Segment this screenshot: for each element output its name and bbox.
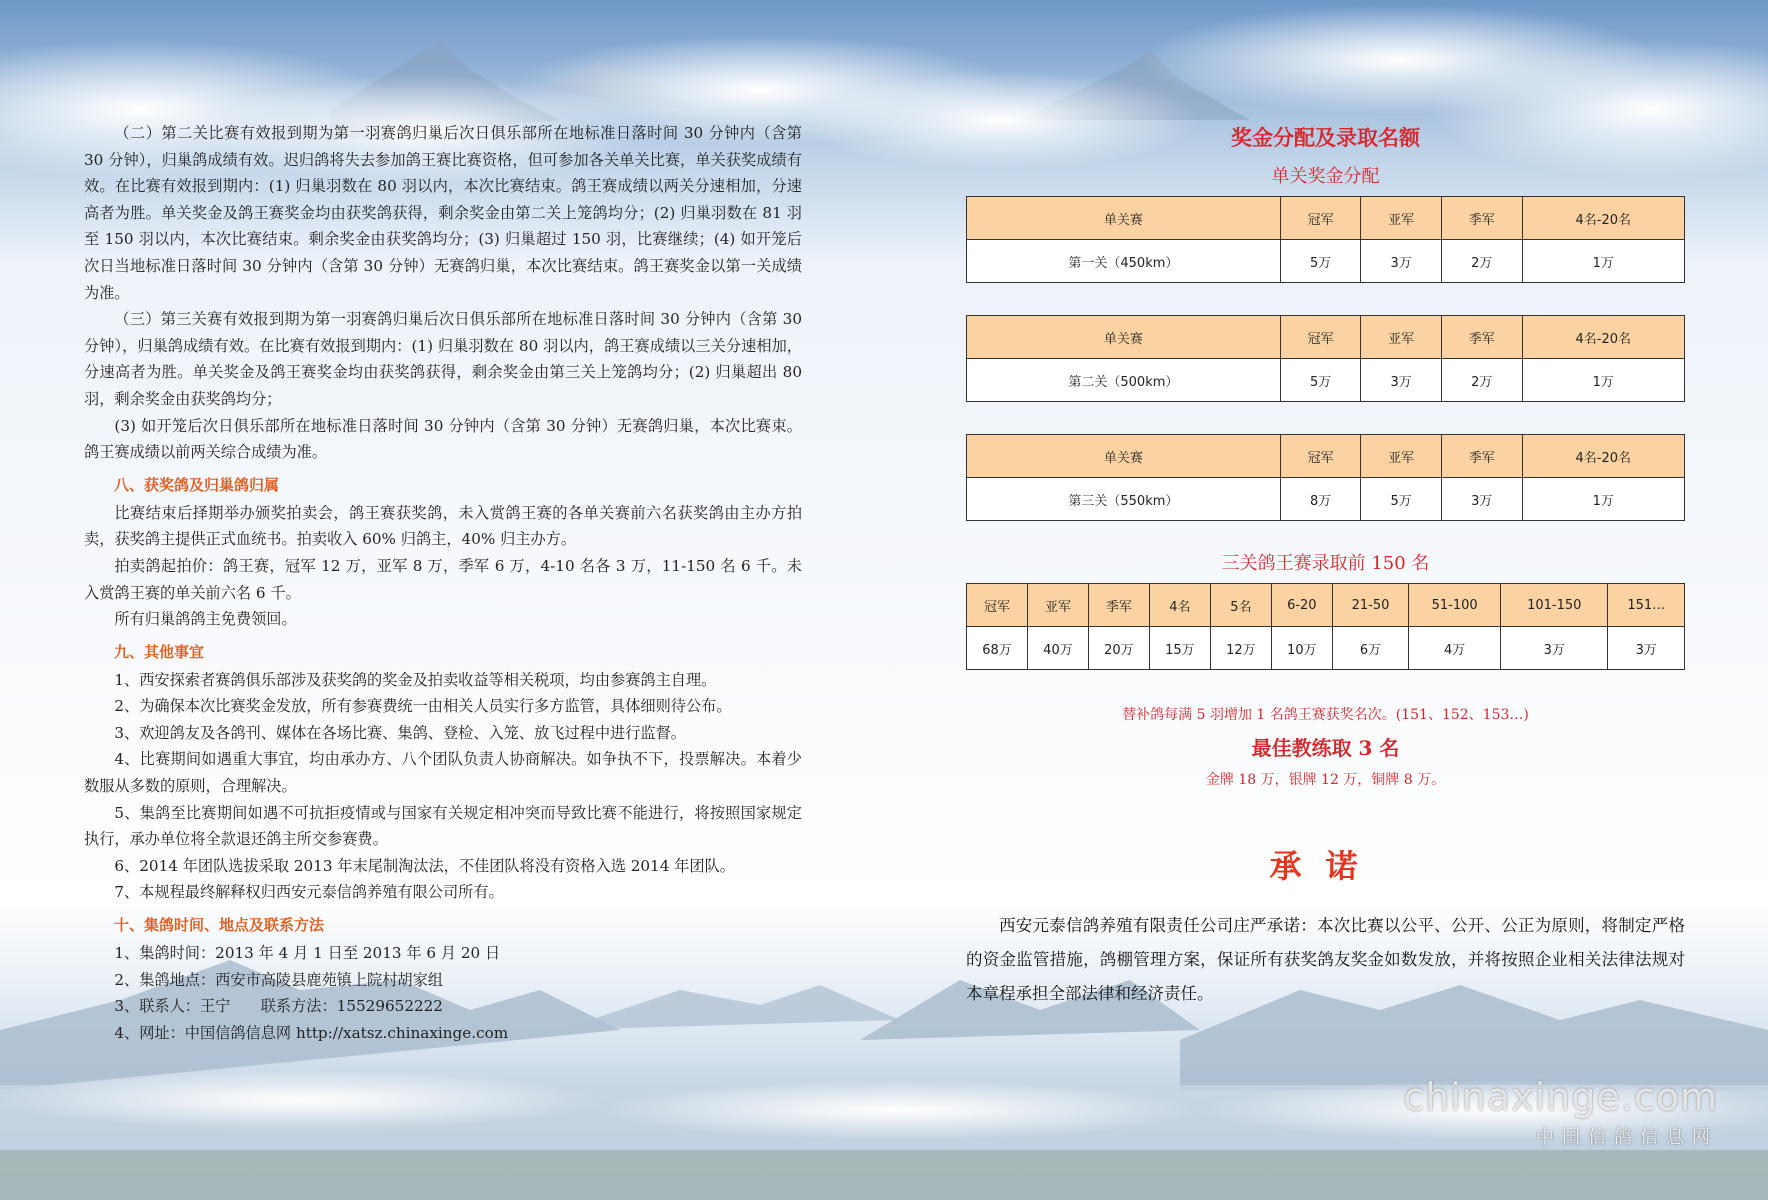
- king-race-table: [966, 583, 1685, 670]
- column-header: 4名: [1149, 584, 1210, 627]
- column-header: 季军: [1441, 316, 1522, 359]
- table-cell: 3万: [1361, 240, 1442, 283]
- table-header-row: [967, 435, 1685, 478]
- watermark-domain: chinaxinge.com: [1403, 1075, 1718, 1119]
- column-header: 151…: [1608, 584, 1685, 627]
- column-header: 51-100: [1409, 584, 1501, 627]
- table-row: [967, 627, 1685, 670]
- column-header: 101-150: [1501, 584, 1608, 627]
- table-cell: 1万: [1522, 240, 1685, 283]
- table-cell: 6万: [1332, 627, 1408, 670]
- list-item: 2、为确保本次比赛奖金发放，所有参赛费统一由相关人员实行多方监管，具体细则待公布。: [114, 697, 732, 716]
- paragraph: （三）第三关赛有效报到期为第一羽赛鸽归巢后次日俱乐部所在地标准日落时间 30 分钟内（含第 30 分钟），归巢鸽成绩有效。在比赛有效报到期内：(1) 归巢羽数在 80 羽以内，鸽王赛成绩以三关分速相加，分速高者为胜。单关奖金及鸽王赛奖金均由获奖鸽获得，剩余奖金由第三关上笼鸽均分；(2) 归巢超出 80 羽，剩余奖金由获奖鸽均分；: [84, 310, 802, 408]
- column-header: 单关赛: [967, 316, 1281, 359]
- column-header: 亚军: [1361, 197, 1442, 240]
- column-header: 季军: [1088, 584, 1149, 627]
- table-cell: 4万: [1409, 627, 1501, 670]
- best-coach-title: 最佳教练取 3 名: [1251, 736, 1400, 760]
- column-header: 冠军: [1280, 197, 1361, 240]
- table-cell: 5万: [1361, 478, 1442, 521]
- list-item: 3、欢迎鸽友及各鸽刊、媒体在各场比赛、集鸽、登检、入笼、放飞过程中进行监督。: [114, 723, 686, 742]
- column-header: 亚军: [1361, 316, 1442, 359]
- column-header: 单关赛: [967, 435, 1281, 478]
- list-item: 7、本规程最终解释权归西安元泰信鸽养殖有限公司所有。: [114, 883, 504, 902]
- table-row: [967, 240, 1685, 283]
- table-row: [967, 359, 1685, 402]
- king-race-title: 三关鸽王赛录取前 150 名: [1221, 553, 1430, 574]
- prize-section-title: 奖金分配及录取名额: [1231, 126, 1420, 150]
- table-cell: 3万: [1501, 627, 1608, 670]
- table-cell: 5万: [1280, 359, 1361, 402]
- table-cell: 3万: [1361, 359, 1442, 402]
- paragraph: 比赛结束后择期举办颁奖拍卖会，鸽王赛获奖鸽，未入赏鸽王赛的各单关赛前六名获奖鸽由主办方拍卖，获奖鸽主提供正式血统书。拍卖收入 60% 归鸽主，40% 归主办方。: [84, 503, 802, 549]
- table-header-row: [967, 197, 1685, 240]
- list-item: 4、比赛期间如遇重大事宜，均由承办方、八个团队负责人协商解决。如争执不下，投票解决。本着少数服从多数的原则，合理解决。: [84, 750, 802, 796]
- promise-title: 承诺: [1269, 847, 1382, 885]
- table-cell: 1万: [1522, 359, 1685, 402]
- column-header: 冠军: [1280, 316, 1361, 359]
- paragraph: 拍卖鸽起拍价：鸽王赛，冠军 12 万，亚军 8 万，季军 6 万，4-10 名各 3 万，11-150 名 6 千。未入赏鸽王赛的单关前六名 6 千。: [84, 556, 802, 602]
- watermark-site-name: 中国信鸽信息网: [1536, 1127, 1718, 1148]
- list-item: 4、网址：中国信鸽信息网 http://xatsz.chinaxinge.com: [114, 1023, 509, 1042]
- section-heading: 九、其他事宜: [114, 642, 205, 661]
- single-prize-table: [966, 434, 1685, 521]
- promise-text: 西安元泰信鸽养殖有限责任公司庄严承诺：本次比赛以公平、公开、公正为原则，将制定严格的资金监管措施，鸽棚管理方案，保证所有获奖鸽友奖金如数发放，并将按照企业相关法律法规对本章程承担全部法律和经济责任。: [966, 916, 1685, 1003]
- column-header: 亚军: [1361, 435, 1442, 478]
- paragraph: (3) 如开笼后次日俱乐部所在地标准日落时间 30 分钟内（含第 30 分钟）无赛鸽归巢，本次比赛束。鸽王赛成绩以前两关综合成绩为准。: [84, 416, 802, 462]
- table-cell: 3万: [1608, 627, 1685, 670]
- table-header-row: [967, 584, 1685, 627]
- table-cell: 20万: [1088, 627, 1149, 670]
- column-header: 冠军: [967, 584, 1028, 627]
- column-header: 4名-20名: [1522, 197, 1685, 240]
- column-header: 6-20: [1271, 584, 1332, 627]
- list-item: 1、西安探索者赛鸽俱乐部涉及获奖鸽的奖金及拍卖收益等相关税项，均由参赛鸽主自理。: [114, 670, 717, 689]
- table-cell: 10万: [1271, 627, 1332, 670]
- single-prize-title: 单关奖金分配: [1271, 166, 1380, 187]
- table-cell: 40万: [1027, 627, 1088, 670]
- column-header: 冠军: [1280, 435, 1361, 478]
- column-header: 单关赛: [967, 197, 1281, 240]
- table-header-row: [967, 316, 1685, 359]
- table-cell: 5万: [1280, 240, 1361, 283]
- list-item: 3、联系人：王宁 联系方法：15529652222: [114, 997, 443, 1016]
- column-header: 21-50: [1332, 584, 1408, 627]
- single-prize-table: [966, 196, 1685, 283]
- list-item: 1、集鸽时间：2013 年 4 月 1 日至 2013 年 6 月 20 日: [114, 944, 501, 963]
- column-header: 季军: [1441, 197, 1522, 240]
- table-cell: 68万: [967, 627, 1028, 670]
- table-cell: 3万: [1441, 478, 1522, 521]
- paragraph: （二）第二关比赛有效报到期为第一羽赛鸽归巢后次日俱乐部所在地标准日落时间 30 分钟内（含第 30 分钟），归巢鸽成绩有效。迟归鸽将失去参加鸽王赛比赛资格，但可参加各关单关比赛，单关获奖成绩有效。在比赛有效报到期内：(1) 归巢羽数在 80 羽以内，本次比赛结束。鸽王赛成绩以两关分速相加，分速高者为胜。单关奖金及鸽王赛奖金均由获奖鸽获得，剩余奖金由第二关上笼鸽均分；(2) 归巢羽数在 81 羽至 150 羽以内，本次比赛结束。剩余奖金由获奖鸽均分；(3) 归巢超过 150 羽，比赛继续；(4) 如开笼后次日当地标准日落时间 30 分钟内（含第 30 分钟）无赛鸽归巢，本次比赛结束。鸽王赛奖金以第一关成绩为准。: [84, 124, 802, 302]
- list-item: 2、集鸽地点：西安市高陵县鹿苑镇上院村胡家组: [114, 970, 443, 989]
- section-heading: 十、集鸽时间、地点及联系方法: [114, 916, 325, 935]
- table-cell: 第三关（550km）: [967, 478, 1281, 521]
- substitute-note: 替补鸽每满 5 羽增加 1 名鸽王赛获奖名次。(151、152、153…): [1122, 707, 1529, 723]
- table-cell: 2万: [1441, 240, 1522, 283]
- column-header: 4名-20名: [1522, 316, 1685, 359]
- single-prize-table: [966, 315, 1685, 402]
- column-header: 4名-20名: [1522, 435, 1685, 478]
- paragraph: 所有归巢鸽鸽主免费领回。: [114, 610, 297, 629]
- best-coach-prizes: 金牌 18 万，银牌 12 万，铜牌 8 万。: [1205, 772, 1446, 788]
- table-cell: 第一关（450km）: [967, 240, 1281, 283]
- table-cell: 15万: [1149, 627, 1210, 670]
- table-cell: 2万: [1441, 359, 1522, 402]
- column-header: 亚军: [1027, 584, 1088, 627]
- left-column: [84, 120, 802, 1046]
- list-item: 5、集鸽至比赛期间如遇不可抗拒疫情或与国家有关规定相冲突而导致比赛不能进行，将按照国家规定执行，承办单位将全款退还鸽主所交参赛费。: [84, 803, 802, 849]
- table-cell: 8万: [1280, 478, 1361, 521]
- section-heading: 八、获奖鸽及归巢鸽归属: [114, 475, 280, 494]
- list-item: 6、2014 年团队选拔采取 2013 年末尾制淘汰法，不佳团队将没有资格入选 2014 年团队。: [114, 856, 735, 875]
- table-cell: 12万: [1210, 627, 1271, 670]
- column-header: 5名: [1210, 584, 1271, 627]
- watermark: [1403, 1075, 1718, 1149]
- table-cell: 1万: [1522, 478, 1685, 521]
- right-column: [966, 118, 1685, 1011]
- table-row: [967, 478, 1685, 521]
- table-cell: 第二关（500km）: [967, 359, 1281, 402]
- column-header: 季军: [1441, 435, 1522, 478]
